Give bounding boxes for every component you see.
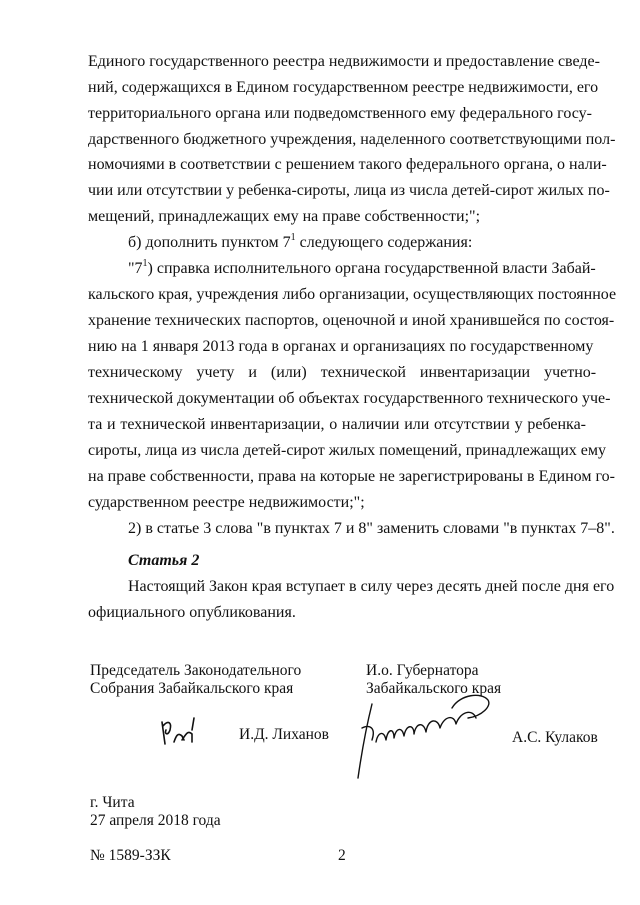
body-line: на праве собственности, права на которые не зарегистрированы в Едином го- (88, 468, 615, 485)
left-handwritten-signature (158, 712, 204, 752)
text-fragment: ) справка исполнительного органа государственной власти Забай- (147, 260, 596, 277)
text-fragment: следующего содержания: (295, 234, 473, 251)
body-line: 2) в статье 3 слова "в пунктах 7 и 8" заменить словами "в пунктах 7–8". (128, 520, 615, 537)
body-line: дарственного бюджетного учреждения, наделенного соответствующими пол- (88, 131, 616, 148)
city: г. Чита (90, 794, 135, 811)
body-line: территориального органа или подведомственного ему федерального госу- (88, 105, 592, 122)
body-line: кальского края, учреждения либо организации, осуществляющих постоянное (88, 286, 617, 303)
text-fragment: б) дополнить пунктом 7 (128, 234, 291, 251)
body-line: техническому учету и (или) технической инвентаризации учетно- (88, 364, 597, 381)
superscript: 1 (290, 231, 296, 243)
body-line (128, 233, 472, 253)
body-line: та и технической инвентаризации, о наличии или отсутствии у ребенка- (88, 416, 586, 433)
body-line: ний, содержащихся в Едином государственном реестре недвижимости, его (88, 79, 599, 96)
right-signatory-title: Забайкальского края (366, 680, 502, 697)
body-line: Единого государственного реестра недвижимости и предоставление сведе- (88, 53, 600, 70)
date: 27 апреля 2018 года (90, 812, 221, 829)
right-signatory-title: И.о. Губернатора (366, 662, 479, 679)
superscript: 1 (142, 257, 148, 269)
body-line (128, 257, 596, 279)
page-number: 2 (338, 847, 346, 864)
left-signatory-title: Председатель Законодательного (90, 662, 302, 679)
body-line: сударственном реестре недвижимости;"; (88, 494, 365, 511)
body-line: чии или отсутствии у ребенка-сироты, лица из числа детей-сирот жилых по- (88, 182, 610, 199)
right-handwritten-signature (342, 688, 502, 784)
body-line: официального опубликования. (88, 604, 296, 621)
body-line: сироты, лица из числа детей-сирот жилых помещений, принадлежащих ему (88, 442, 606, 459)
article-heading: Статья 2 (128, 552, 200, 569)
body-line: Настоящий Закон края вступает в силу через десять дней после дня его (128, 578, 615, 595)
right-signatory-name: А.С. Кулаков (512, 729, 598, 746)
document-number: № 1589-ЗЗК (90, 847, 171, 864)
left-signatory-name: И.Д. Лиханов (239, 726, 329, 743)
left-signatory-title: Собрания Забайкальского края (90, 680, 294, 697)
body-line: хранение технических паспортов, оценочной и иной хранившейся по состоя- (88, 312, 615, 329)
body-line: нию на 1 января 2013 года в органах и организациях по государственному (88, 338, 594, 355)
body-line: мещений, принадлежащих ему на праве собственности;"; (88, 208, 481, 225)
text-fragment: "7 (128, 260, 143, 277)
body-line: технической документации об объектах государственного технического уче- (88, 390, 611, 407)
body-line: номочиями в соответствии с решением такого федерального органа, о нали- (88, 156, 607, 173)
